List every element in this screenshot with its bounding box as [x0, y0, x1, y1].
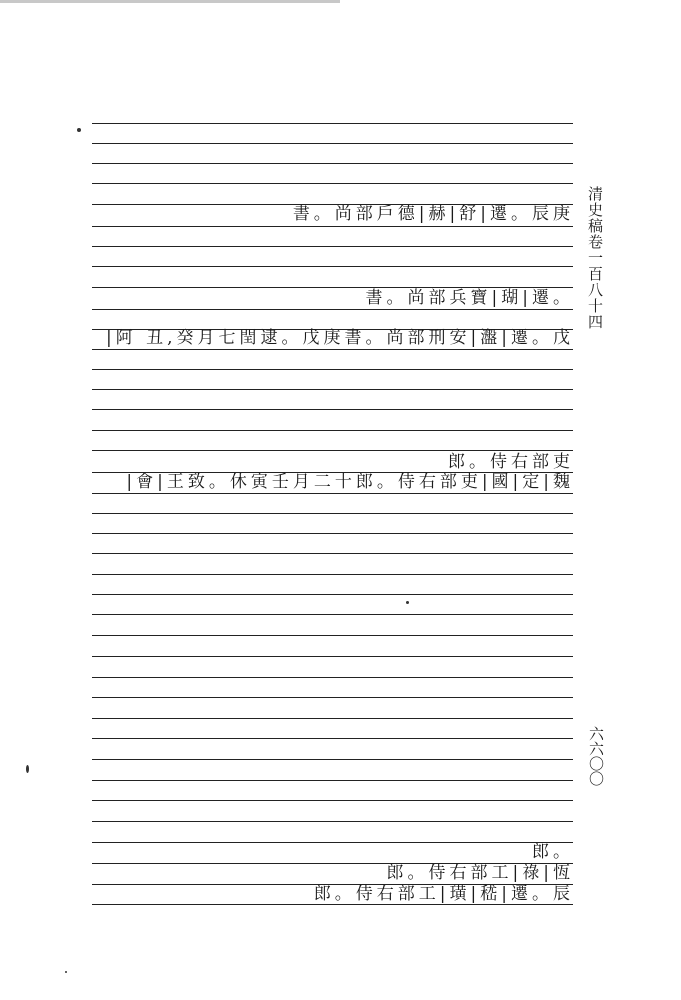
table-rule [92, 389, 573, 390]
table-rule [92, 493, 573, 494]
table-entry: |會|王致。休寅壬月二十郎。侍右部吏|國|定|魏 [126, 472, 574, 492]
table-entry: 郎。侍右部工|祿|恆 [386, 863, 574, 883]
page-number: 六六〇〇 [587, 726, 605, 786]
table-rule [92, 533, 573, 534]
table-rule [92, 369, 573, 370]
table-rule [92, 513, 573, 514]
table-rule [92, 656, 573, 657]
scan-edge [0, 0, 340, 3]
table-rule [92, 409, 573, 410]
table-entry: 書。尚部戶德|赫|舒|遷。辰庚 [292, 204, 574, 224]
table-rule [92, 738, 573, 739]
table-rule [92, 430, 573, 431]
table-rule [92, 800, 573, 801]
table-entry: 郎。侍右部吏 [448, 452, 574, 472]
table-rule [92, 574, 573, 575]
table-entry: 書。尚部兵寶|瑚|遷。 [365, 288, 574, 308]
table-rule [92, 183, 573, 184]
table-entry: 郎。侍右部工|璜|嵇|遷。辰 [313, 884, 574, 904]
table-rule [92, 842, 573, 843]
table-entry: 郎。 [532, 842, 574, 862]
table-entry: |阿 丑,癸月七閏逮。戊庚書。尚部刑安|瀊|遷。戊 [106, 328, 574, 348]
table-rule [92, 594, 573, 595]
running-title: 清史稿卷一百八十四 [586, 186, 604, 330]
table-rule [92, 266, 573, 267]
table-rule [92, 163, 573, 164]
table-rule [92, 123, 573, 124]
ink-speck [77, 128, 81, 132]
table-rule [92, 677, 573, 678]
table-rule [92, 780, 573, 781]
table-rule [92, 553, 573, 554]
ink-speck [406, 601, 409, 604]
table-rule [92, 246, 573, 247]
table-rule [92, 349, 573, 350]
ink-speck [26, 765, 29, 773]
table-rule [92, 309, 573, 310]
table-rule [92, 821, 573, 822]
ink-speck [65, 971, 67, 973]
table-rule [92, 614, 573, 615]
table-rule [92, 143, 573, 144]
table-rule [92, 697, 573, 698]
table-rule [92, 718, 573, 719]
table-rule [92, 759, 573, 760]
table-rule [92, 635, 573, 636]
table-rule [92, 226, 573, 227]
